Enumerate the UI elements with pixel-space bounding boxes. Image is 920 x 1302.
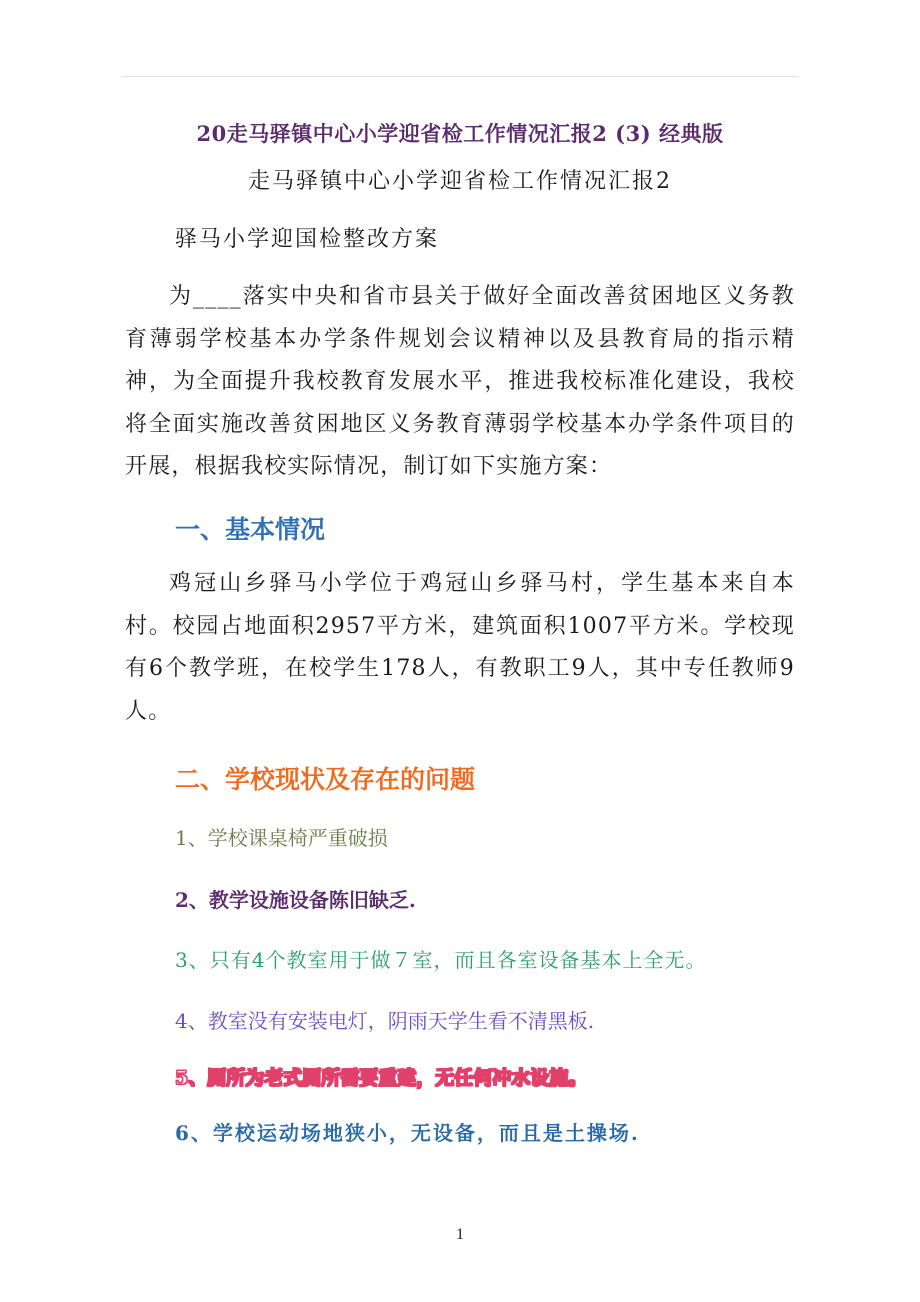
problem-item: 3、只有4个教室用于做７室，而且各室设备基本上全无。 [175,948,707,972]
header-rule [122,76,798,77]
problem-item: 1、学校课桌椅严重破损 [175,826,388,850]
section-heading-basic-info: 一、基本情况 [175,515,326,544]
document-title: 20走马驿镇中心小学迎省检工作情况汇报2 (3) 经典版 [196,121,724,146]
problem-item: 6、学校运动场地狭小，无设备，而且是土操场. [175,1121,640,1145]
problem-item: 5、厕所为老式厕所需要重建，无任何冲水设施。 [175,1067,588,1089]
plan-heading: 驿马小学迎国检整改方案 [175,227,440,252]
basic-info-paragraph: 鸡冠山乡驿马小学位于鸡冠山乡驿马村，学生基本来自本村。校园占地面积2957平方米，建筑面积1007平方米。学校现有6个教学班，在校学生178人，有教职工9人，其中专任教师9人。 [125,571,795,724]
page-number: 1 [456,1226,464,1243]
problem-item: 4、教室没有安装电灯，阴雨天学生看不清黑板. [175,1009,595,1033]
intro-paragraph: 为____落实中央和省市县关于做好全面改善贫困地区义务教育薄弱学校基本办学条件规划会议精神以及县教育局的指示精神，为全面提升我校教育发展水平，推进我校标准化建设，我校将全面实施改善贫困地区义务教育薄弱学校基本办学条件项目的开展，根据我校实际情况，制订如下实施方案： [125,284,795,479]
document-subtitle: 走马驿镇中心小学迎省检工作情况汇报2 [248,169,672,194]
problem-item: 2、教学设施设备陈旧缺乏. [175,888,416,912]
section-heading-problems: 二、学校现状及存在的问题 [175,765,476,794]
